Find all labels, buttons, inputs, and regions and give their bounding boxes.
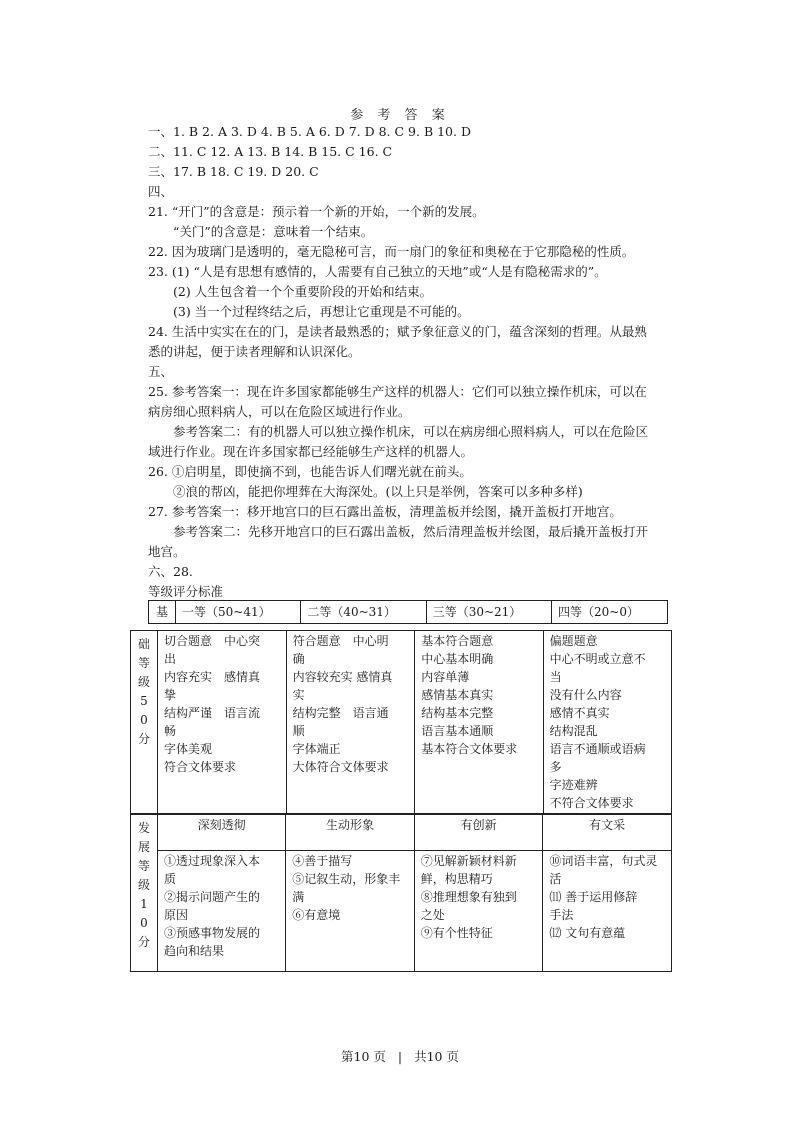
answer-line: 24. 生活中实实在在的门，是读者最熟悉的；赋予象征意义的门，蕴含深刻的哲理。从最熟	[148, 324, 647, 339]
answer-line: ②浪的帮凶，能把你埋葬在大海深处。(以上只是举例，答案可以多种多样)	[173, 484, 583, 499]
develop-col-4: ⑩词语丰富，句式灵 活 ⑾ 善于运用修辞 手法 ⑿ 文句有意蕴	[543, 851, 672, 972]
answer-line: “关门”的含意是：意味着一个结束。	[173, 224, 374, 239]
basic-col-4: 偏题题意 中心不明或立意不 当 没有什么内容 感情不真实 结构混乱 语言不通顺或语病 多 字迹难辨 不符合文体要求	[543, 631, 671, 814]
answer-line: 25. 参考答案一：现在许多国家都能够生产这样的机器人：它们可以独立操作机床，可以在	[148, 384, 647, 399]
develop-grade-label: 发 展 等 级 1 0 分	[131, 815, 158, 972]
grade-header-table	[148, 600, 668, 624]
grade-level-3: 三等（30~21）	[426, 601, 551, 624]
answer-line: 22. 因为玻璃门是透明的，毫无隐秘可言，而一扇门的象征和奥秘在于它那隐秘的性质。	[148, 244, 635, 259]
answer-line: 六、28.	[148, 564, 193, 579]
answer-line: 地宫。	[148, 544, 186, 559]
answer-line: 26. ①启明星，即使摘不到，也能告诉人们曙光就在前头。	[148, 464, 472, 479]
answer-line: 21. “开门”的含意是：预示着一个新的开始，一个新的发展。	[148, 204, 485, 219]
basic-grade-table	[130, 630, 672, 814]
table-caption: 等级评分标准	[148, 584, 224, 599]
answer-line: (2) 人生包含着一个个重要阶段的开始和结束。	[173, 284, 433, 299]
develop-col-2: ④善于描写 ⑤记叙生动，形象丰 满 ⑥有意境	[286, 851, 415, 972]
footer-separator: |	[397, 1049, 403, 1064]
answer-line: 病房细心照料病人，可以在危险区域进行作业。	[148, 404, 411, 419]
grade-level-2: 二等（40~31）	[301, 601, 426, 624]
develop-col-3: ⑦见解新颖材料新 鲜，构思精巧 ⑧推理想象有独到 之处 ⑨有个性特征	[414, 851, 543, 972]
grade-header-label: 基	[149, 601, 176, 624]
answer-line: 域进行作业。现在许多国家都已经能够生产这样的机器人。	[148, 444, 474, 459]
answer-line: 一、1. B 2. A 3. D 4. B 5. A 6. D 7. D 8. C 9. B 10. D	[148, 124, 471, 139]
basic-col-2: 符合题意 中心明 确 内容较充实 感情真 实 结构完整 语言通 顺 字体端正 大体符合文体要求	[286, 631, 415, 814]
answer-line: 参考答案二：先移开地宫口的巨石露出盖板，然后清理盖板并绘图，最后撬开盖板打开	[173, 524, 649, 539]
answer-line: 参考答案二：有的机器人可以独立操作机床，可以在病房细心照料病人，可以在危险区	[173, 424, 649, 439]
answer-line: 四、	[148, 184, 174, 199]
basic-col-3: 基本符合题意 中心基本明确 内容单薄 感情基本真实 结构基本完整 语言基本通顺 基本符合文体要求	[415, 631, 543, 814]
develop-col-1: ①透过现象深入本 质 ②揭示问题产生的 原因 ③预感事物发展的 趋向和结果	[157, 851, 285, 972]
grade-level-4: 四等（20~0）	[552, 601, 668, 624]
answer-line: 27. 参考答案一：移开地宫口的巨石露出盖板，清理盖板并绘图，撬开盖板打开地宫。	[148, 504, 622, 519]
page-total: 共10 页	[414, 1049, 459, 1064]
page-number: 第10 页	[341, 1049, 386, 1064]
answer-line: 二、11. C 12. A 13. B 14. B 15. C 16. C	[148, 144, 393, 159]
grade-level-1: 一等（50~41）	[176, 601, 301, 624]
develop-header-1: 深刻透彻	[157, 815, 285, 851]
develop-header-2: 生动形象	[286, 815, 415, 851]
answer-line: 23. (1) “人是有思想有感情的，人需要有自己独立的天地”或“人是有隐秘需求的”。	[148, 264, 607, 279]
answer-line: 悉的讲起，便于读者理解和认识深化。	[148, 344, 361, 359]
answer-line: 三、17. B 18. C 19. D 20. C	[148, 164, 319, 179]
basic-grade-label: 础 等 级 5 0 分	[131, 631, 158, 814]
basic-col-1: 切合题意 中心突 出 内容充实 感情真 挚 结构严谨 语言流 畅 字体美观 符合文体要求	[157, 631, 286, 814]
page-title: 参 考 答 案	[350, 108, 450, 123]
answer-line: 五、	[148, 364, 174, 379]
develop-header-4: 有文采	[543, 815, 672, 851]
develop-header-3: 有创新	[414, 815, 543, 851]
answer-line: (3) 当一个过程终结之后，再想让它重现是不可能的。	[173, 304, 470, 319]
page-footer	[0, 1047, 800, 1065]
develop-grade-table	[130, 814, 672, 972]
